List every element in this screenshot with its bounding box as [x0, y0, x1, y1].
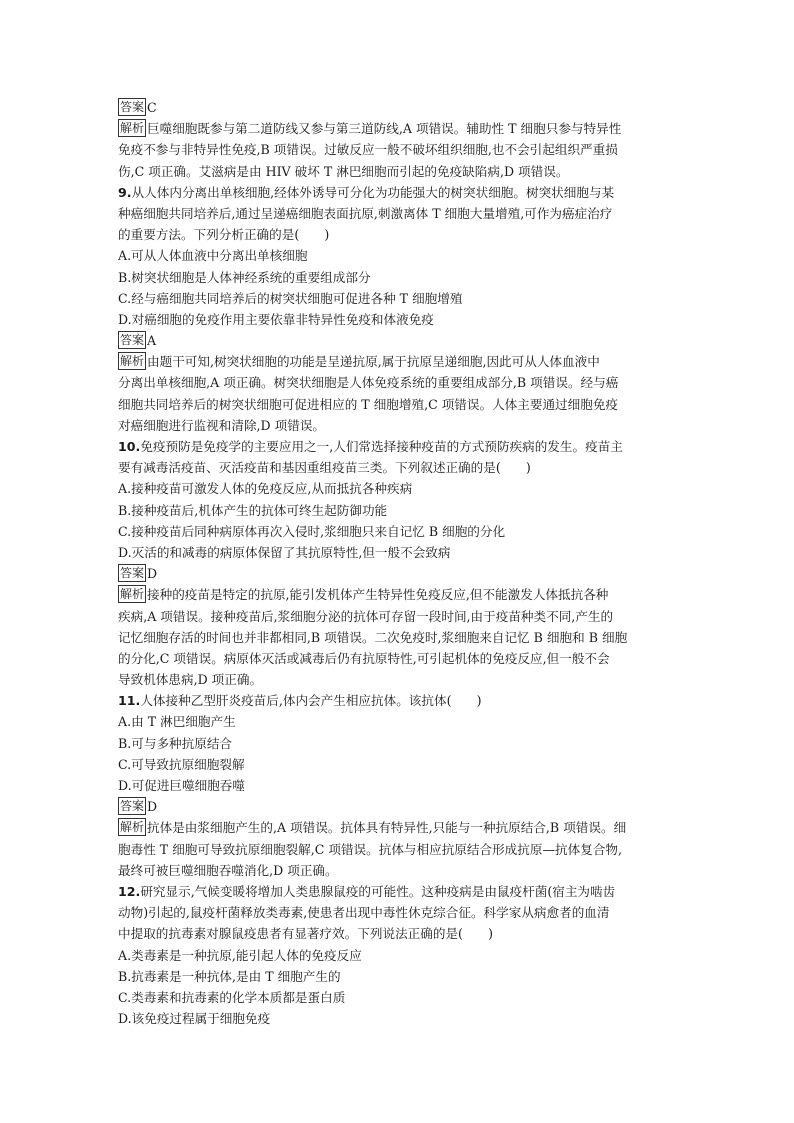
question-stem-line: [118, 690, 680, 711]
analysis-label: 解析: [120, 587, 145, 602]
question-stem-line: [118, 436, 680, 457]
analysis-text: 导致机体患病,D 项正确。: [118, 672, 263, 688]
option-item: D.对癌细胞的免疫作用主要依靠非特异性免疫和体液免疫: [118, 311, 434, 327]
analysis-text: 细胞共同培养后的树突状细胞可促进相应的 T 细胞增殖,C 项错误。人体主要通过细胞免疫: [118, 396, 619, 412]
question-text: 研究显示,气候变暖将增加人类患腺鼠疫的可能性。这种疫病是由鼠疫杆菌(宿主为啮齿: [140, 883, 616, 899]
question-text: 动物)引起的,鼠疫杆菌释放类毒素,使患者出现中毒性休克综合征。科学家从病愈者的血清: [118, 905, 610, 921]
question-number: 10.: [118, 439, 141, 454]
question-text: 要有减毒活疫苗、灭活疫苗和基因重组疫苗三类。下列叙述正确的是( ): [118, 460, 531, 476]
answer-label: 答案: [120, 100, 145, 114]
question-text: 中提取的抗毒素对腺鼠疫患者有显著疗效。下列说法正确的是( ): [118, 926, 494, 942]
analysis-line: [118, 139, 680, 160]
question-stem-line: [118, 923, 680, 944]
option-item: D.灭活的和减毒的病原体保留了其抗原特性,但一般不会致病: [118, 544, 451, 560]
answer-line: [118, 563, 680, 584]
question-text: 种癌细胞共同培养后,通过呈递癌细胞表面抗原,刺激离体 T 细胞大量增殖,可作为癌症治疗: [118, 205, 613, 221]
option-item: D.可促进巨噬细胞吞噬: [118, 778, 245, 793]
answer-value: C: [147, 100, 157, 115]
answer-label: 答案: [120, 799, 145, 814]
option-item: A.由 T 淋巴细胞产生: [118, 714, 236, 730]
analysis-line: [118, 817, 680, 838]
analysis-text: 由题干可知,树突状细胞的功能是呈递抗原,属于抗原呈递细胞,因此可从人体血液中: [147, 354, 600, 370]
analysis-line: [118, 648, 680, 669]
analysis-line: [118, 669, 680, 690]
question-stem-line: [118, 902, 680, 923]
question-number: 9.: [118, 184, 132, 200]
analysis-label: 解析: [120, 121, 145, 136]
question-number: 11.: [118, 693, 141, 709]
analysis-label: 解析: [120, 354, 145, 369]
analysis-line: [118, 606, 680, 627]
analysis-text: 伤,C 项正确。艾滋病是由 HIV 破坏 T 淋巴细胞而引起的免疫缺陷病,D 项错误。: [118, 163, 569, 179]
analysis-text: 最终可被巨噬细胞吞噬消化,D 项正确。: [118, 862, 338, 878]
option-item: C.经与癌细胞共同培养后的树突状细胞可促进各种 T 细胞增殖: [118, 290, 463, 306]
question-stem-line: [118, 457, 680, 478]
question-text: 人体接种乙型肝炎疫苗后,体内会产生相应抗体。该抗体( ): [140, 693, 482, 709]
analysis-text: 疾病,A 项错误。接种疫苗后,浆细胞分泌的抗体可存留一段时间,由于疫苗种类不同,产生的: [118, 608, 614, 624]
answer-value: D: [147, 799, 158, 815]
answer-label: 答案: [120, 333, 145, 348]
question-number: 12.: [118, 883, 141, 899]
analysis-text: 记忆细胞存活的时间也并非都相同,B 项错误。二次免疫时,浆细胞来自记忆 B 细胞和 B 细胞: [118, 629, 628, 645]
analysis-line: [118, 351, 680, 372]
analysis-line: [118, 415, 680, 436]
question-stem-line: [118, 203, 680, 224]
option-item: B.树突状细胞是人体神经系统的重要组成部分: [118, 269, 371, 285]
answer-value: A: [147, 333, 157, 349]
option-item: A.类毒素是一种抗原,能引起人体的免疫反应: [118, 947, 362, 963]
question-text: 的重要方法。下列分析正确的是( ): [118, 227, 330, 243]
analysis-text: 对癌细胞进行监视和清除,D 项错误。: [118, 417, 326, 433]
option-item: C.类毒素和抗毒素的化学本质都是蛋白质: [118, 989, 346, 1005]
analysis-text: 抗体是由浆细胞产生的,A 项错误。抗体具有特异性,只能与一种抗原结合,B 项错误。细: [147, 820, 627, 836]
analysis-line: [118, 161, 680, 182]
option-item: B.接种疫苗后,机体产生的抗体可终生起防御功能: [118, 502, 388, 518]
analysis-line: [118, 372, 680, 393]
option-item: D.该免疫过程属于细胞免疫: [118, 1011, 271, 1027]
analysis-text: 分离出单核细胞,A 项正确。树突状细胞是人体免疫系统的重要组成部分,B 项错误。经与癌: [118, 375, 619, 391]
analysis-line: [118, 860, 680, 881]
question-stem-line: [118, 182, 680, 203]
analysis-text: 的分化,C 项错误。病原体灭活或减毒后仍有抗原特性,可引起机体的免疫反应,但一般不会: [118, 650, 610, 666]
option-item: C.可导致抗原细胞裂解: [118, 756, 245, 772]
option-item: C.接种疫苗后同种病原体再次入侵时,浆细胞只来自记忆 B 细胞的分化: [118, 523, 506, 539]
question-stem-line: [118, 224, 680, 245]
answer-line: [118, 330, 680, 351]
analysis-text: 胞毒性 T 细胞可导致抗原细胞裂解,C 项错误。抗体与相应抗原结合形成抗原—抗体复合物,: [118, 841, 623, 857]
option-item: B.抗毒素是一种抗体,是由 T 细胞产生的: [118, 968, 341, 984]
analysis-line: [118, 118, 680, 139]
analysis-text: 接种的疫苗是特定的抗原,能引发机体产生特异性免疫反应,但不能激发人体抵抗各种: [147, 587, 609, 603]
analysis-label: 解析: [120, 820, 145, 835]
question-stem-line: [118, 881, 680, 902]
question-text: 从人体内分离出单核细胞,经体外诱导可分化为功能强大的树突状细胞。树突状细胞与某: [131, 184, 615, 200]
option-item: B.可与多种抗原结合: [118, 735, 233, 751]
analysis-line: [118, 839, 680, 860]
answer-line: [118, 796, 680, 817]
option-item: A.可从人体血液中分离出单核细胞: [118, 248, 308, 264]
analysis-line: [118, 394, 680, 415]
answer-line: [118, 97, 680, 118]
analysis-text: 免疫不参与非特异性免疫,B 项错误。过敏反应一般不破坏组织细胞,也不会引起组织严重损: [118, 142, 618, 158]
answer-label: 答案: [120, 566, 145, 581]
analysis-line: [118, 584, 680, 605]
analysis-line: [118, 627, 680, 648]
answer-value: D: [147, 566, 158, 582]
question-text: 免疫预防是免疫学的主要应用之一,人们常选择接种疫苗的方式预防疾病的发生。疫苗主: [140, 439, 623, 454]
worksheet-page: [118, 97, 680, 1029]
option-item: A.接种疫苗可激发人体的免疫反应,从而抵抗各种疾病: [118, 481, 413, 497]
analysis-text: 巨噬细胞既参与第二道防线又参与第三道防线,A 项错误。辅助性 T 细胞只参与特异性: [147, 121, 622, 137]
